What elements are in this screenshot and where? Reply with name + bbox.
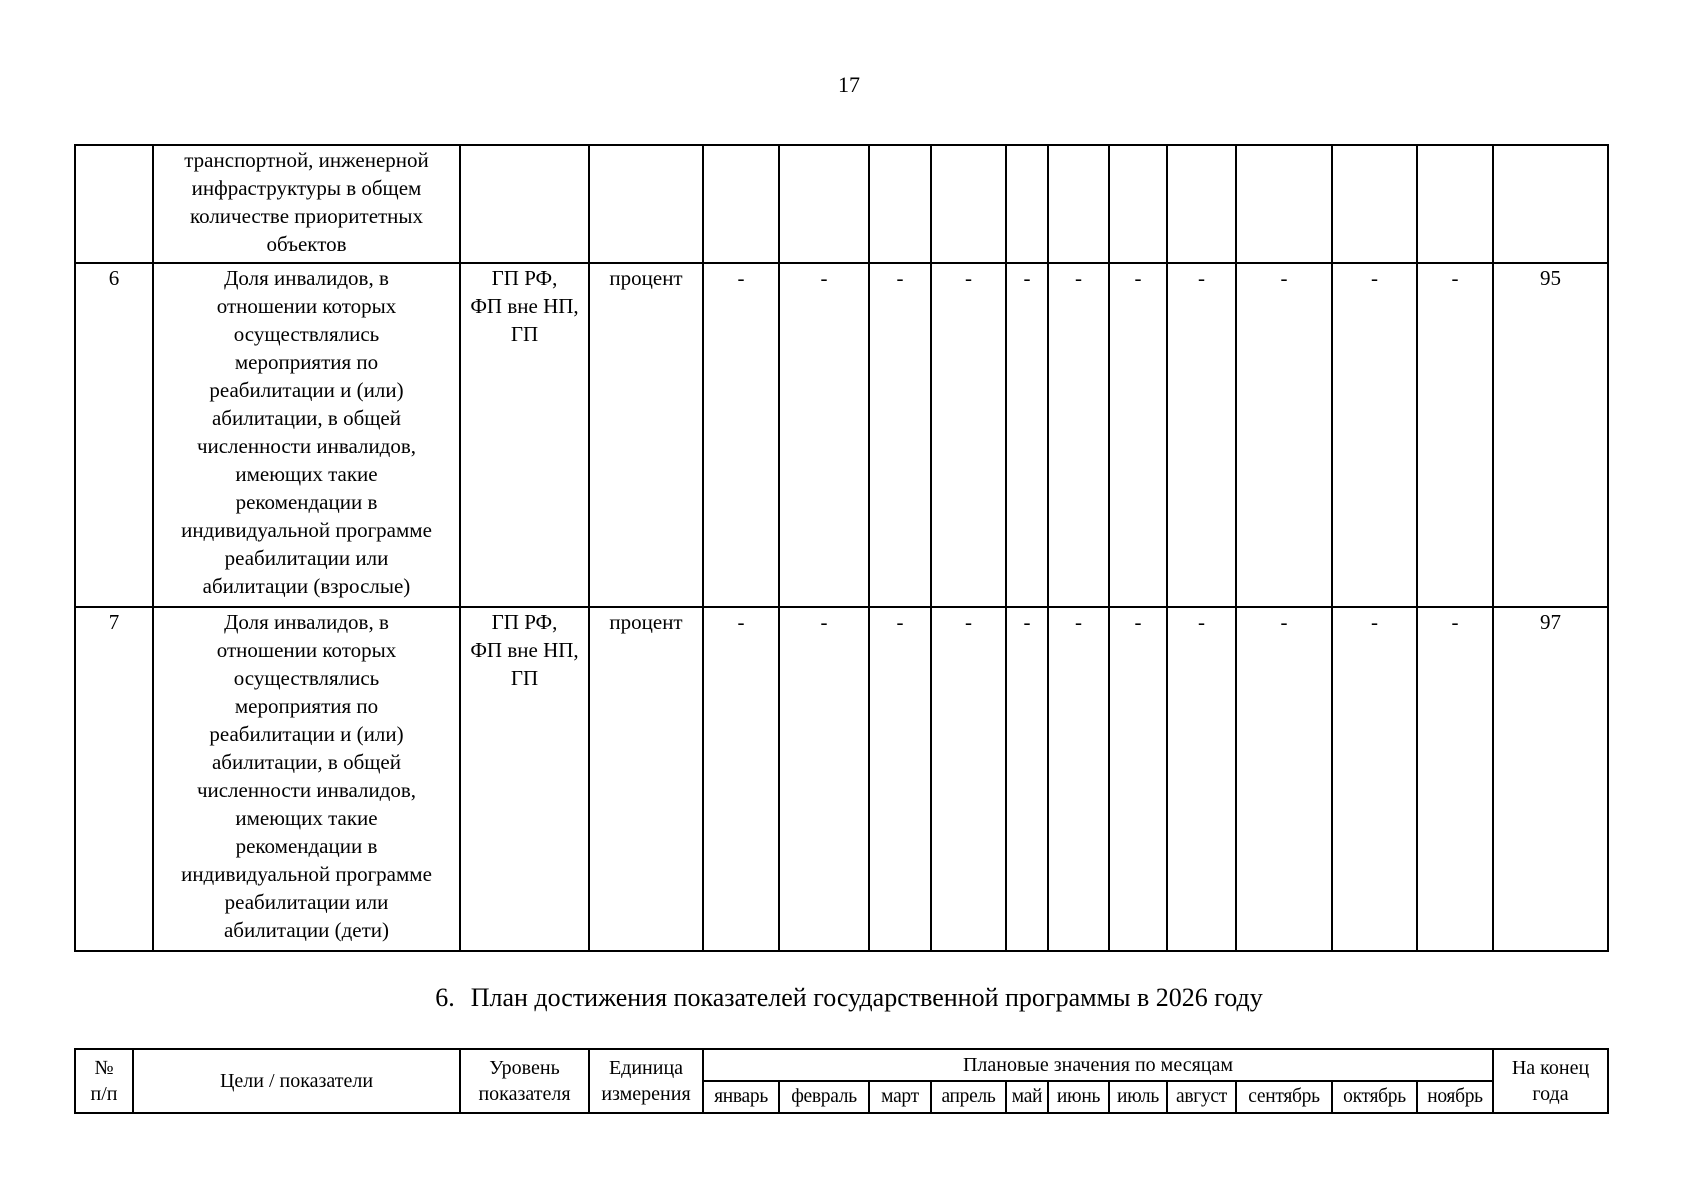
indicator-unit — [589, 145, 703, 263]
indicator-name-line: транспортной, инженерной — [184, 148, 429, 172]
month-value — [931, 145, 1006, 263]
month-value — [869, 145, 931, 263]
month-value: - — [779, 263, 869, 607]
indicator-name-line: численности инвалидов, — [196, 434, 417, 458]
header-level-line: Уровень — [489, 1057, 560, 1079]
indicator-name-line: отношении которых — [216, 294, 397, 318]
month-value — [1417, 145, 1493, 263]
month-june: июнь — [1048, 1081, 1109, 1113]
indicator-name-line: индивидуальной программе — [181, 862, 432, 886]
month-value: - — [1109, 263, 1167, 607]
month-september: сентябрь — [1236, 1081, 1332, 1113]
month-value — [1006, 145, 1048, 263]
end-of-year-value — [1493, 145, 1608, 263]
indicator-name — [153, 263, 460, 607]
indicator-name-line: индивидуальной программе — [181, 518, 432, 542]
indicator-name-line: абилитации, в общей — [211, 406, 401, 430]
plan-table — [74, 1048, 1609, 1114]
indicator-unit: процент — [589, 607, 703, 951]
indicator-level-line: ГП РФ, — [491, 610, 558, 634]
row-number: 6 — [75, 263, 153, 607]
month-november: ноябрь — [1417, 1081, 1493, 1113]
indicator-name-line: численности инвалидов, — [196, 778, 417, 802]
header-unit-line: измерения — [601, 1083, 691, 1105]
month-july: июль — [1109, 1081, 1167, 1113]
month-value: - — [931, 263, 1006, 607]
month-value: - — [1006, 263, 1048, 607]
indicator-name-line: осуществлялись — [233, 666, 380, 690]
indicator-name — [153, 145, 460, 263]
section-title-text: План достижения показателей государственной программы в 2026 году — [470, 983, 1263, 1012]
month-value — [1109, 145, 1167, 263]
header-num — [75, 1049, 133, 1113]
month-value: - — [1236, 263, 1332, 607]
indicator-level-line: ГП — [510, 322, 539, 346]
indicators-table — [74, 144, 1609, 952]
month-value: - — [1048, 607, 1109, 951]
month-value: - — [1417, 263, 1493, 607]
indicator-level-line: ФП вне НП, — [470, 638, 579, 662]
indicator-name-line: реабилитации и (или) — [209, 722, 404, 746]
month-value: - — [1332, 607, 1417, 951]
month-value — [703, 145, 779, 263]
header-unit — [589, 1049, 703, 1113]
indicator-level-line: ГП РФ, — [491, 266, 558, 290]
month-value — [1236, 145, 1332, 263]
month-october: октябрь — [1332, 1081, 1417, 1113]
month-value: - — [931, 607, 1006, 951]
indicator-name-line: количестве приоритетных — [189, 204, 424, 228]
month-value: - — [703, 607, 779, 951]
indicator-name-line: реабилитации и (или) — [209, 378, 404, 402]
indicator-name-line: реабилитации или — [224, 890, 389, 914]
indicator-name-line: Доля инвалидов, в — [224, 266, 389, 290]
indicator-name-line: рекомендации в — [235, 490, 378, 514]
indicator-name-line: объектов — [266, 232, 347, 256]
indicator-unit: процент — [589, 263, 703, 607]
month-value: - — [1167, 607, 1236, 951]
indicator-name-line: абилитации, в общей — [211, 750, 401, 774]
month-value: - — [1236, 607, 1332, 951]
header-unit-line: Единица — [608, 1057, 684, 1079]
indicator-level — [460, 263, 589, 607]
header-num-line: № — [94, 1057, 114, 1079]
indicator-name-line: реабилитации или — [224, 546, 389, 570]
indicator-name — [153, 607, 460, 951]
indicator-name-line: абилитации (дети) — [223, 918, 390, 942]
header-level-line: показателя — [478, 1083, 571, 1105]
header-goals: Цели / показатели — [133, 1049, 460, 1113]
header-level — [460, 1049, 589, 1113]
indicator-name-line: осуществлялись — [233, 322, 380, 346]
indicator-level-line: ГП — [510, 666, 539, 690]
month-value — [779, 145, 869, 263]
indicator-name-line: мероприятия по — [234, 350, 379, 374]
header-monthly: Плановые значения по месяцам — [703, 1049, 1493, 1081]
section-number: 6. — [435, 983, 455, 1012]
indicator-name-line: имеющих такие — [235, 462, 378, 486]
row-number: 7 — [75, 607, 153, 951]
month-april: апрель — [931, 1081, 1006, 1113]
section-title — [0, 983, 1698, 1013]
month-value: - — [779, 607, 869, 951]
month-august: август — [1167, 1081, 1236, 1113]
month-value: - — [1109, 607, 1167, 951]
plan-header-row — [75, 1049, 1608, 1081]
header-num-line: п/п — [90, 1083, 118, 1105]
month-value — [1048, 145, 1109, 263]
table-row — [75, 145, 1608, 263]
month-february: февраль — [779, 1081, 869, 1113]
month-may: май — [1006, 1081, 1048, 1113]
end-of-year-value: 97 — [1493, 607, 1608, 951]
header-end-line: На конец — [1511, 1057, 1590, 1079]
month-value — [1332, 145, 1417, 263]
indicator-name-line: отношении которых — [216, 638, 397, 662]
month-value: - — [1048, 263, 1109, 607]
month-value: - — [1332, 263, 1417, 607]
month-value: - — [869, 607, 931, 951]
month-value: - — [1006, 607, 1048, 951]
indicator-name-line: инфраструктуры в общем — [191, 176, 422, 200]
month-value: - — [1417, 607, 1493, 951]
indicator-level-line: ФП вне НП, — [470, 294, 579, 318]
month-march: март — [869, 1081, 931, 1113]
month-value: - — [703, 263, 779, 607]
table-row — [75, 607, 1608, 951]
indicator-name-line: Доля инвалидов, в — [224, 610, 389, 634]
month-value: - — [1167, 263, 1236, 607]
month-value — [1167, 145, 1236, 263]
indicator-level — [460, 607, 589, 951]
table-row — [75, 263, 1608, 607]
month-value: - — [869, 263, 931, 607]
indicator-name-line: абилитации (взрослые) — [202, 574, 411, 598]
page-number: 17 — [838, 72, 860, 97]
indicator-name-line: мероприятия по — [234, 694, 379, 718]
indicator-level — [460, 145, 589, 263]
end-of-year-value: 95 — [1493, 263, 1608, 607]
indicator-name-line: имеющих такие — [235, 806, 378, 830]
indicator-name-line: рекомендации в — [235, 834, 378, 858]
row-number — [75, 145, 153, 263]
header-end — [1493, 1049, 1608, 1113]
month-january: январь — [703, 1081, 779, 1113]
header-end-line: года — [1532, 1083, 1569, 1105]
